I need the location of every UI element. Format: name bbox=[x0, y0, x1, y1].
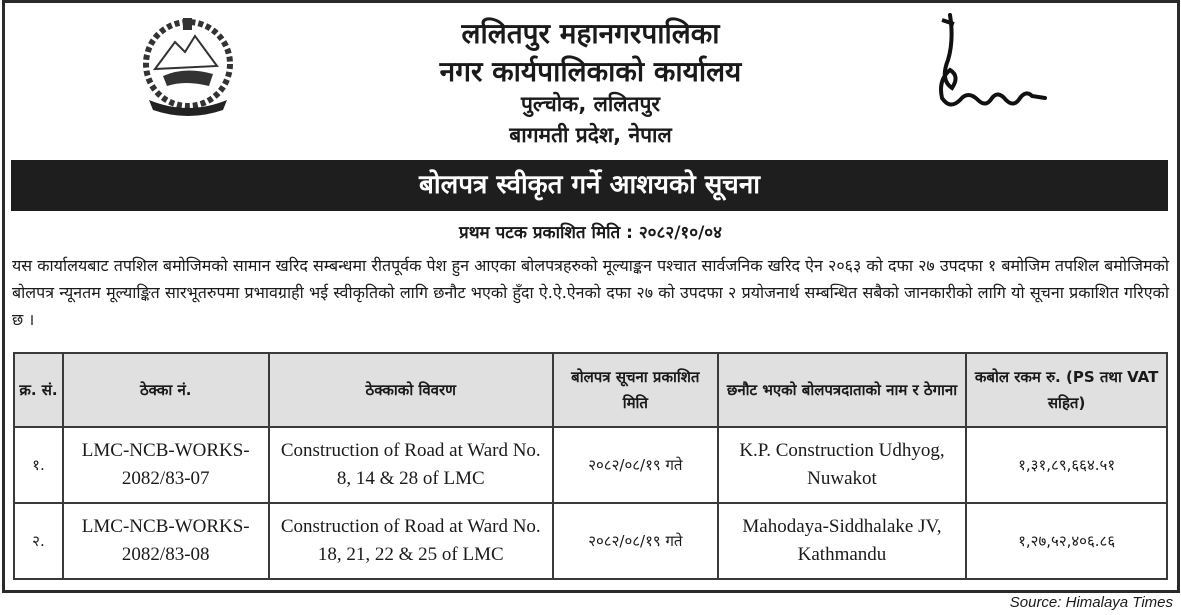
contract-table bbox=[13, 352, 1168, 580]
col-description: ठेक्काको विवरण bbox=[269, 353, 553, 427]
table-row bbox=[14, 503, 1167, 579]
source-credit: Source: Himalaya Times bbox=[1009, 594, 1173, 611]
office-address: पुल्चोक, ललितपुर bbox=[520, 92, 661, 116]
amount-cell: १,२७,५२,४०६.८६ bbox=[966, 503, 1167, 579]
notice-body: यस कार्यालयबाट तपशिल बमोजिमको सामान खरिद सम्बन्धमा रीतपूर्वक पेश हुन आएका बोलपत्रहरुको मूल्याङ्कन पश्चात सार्वजनिक खरिद ऐन २०६३ को दफा २७ उपदफा १ बमोजिम तपशिल बमोजिमको बोलपत्र न्यूनतम मूल्याङ्कित सारभूतरुपमा प्रभावग्राही भई स्वीकृतिको लागि छनौट भएको हुँदा ऐ.ऐ.ऐनको दफा २७ को उपदफा २ प्रयोजनार्थ सम्बन्धित सबैको जानकारीको लागि यो सूचना प्रकाशित गरिएको छ । bbox=[12, 256, 1169, 329]
description-cell: Construction of Road at Ward No. 18, 21, 22 & 25 of LMC bbox=[269, 503, 553, 579]
notice-date-cell: २०८२/०८/१९ गते bbox=[553, 427, 718, 503]
col-bidder: छनौट भएको बोलपत्रदाताको नाम र ठेगाना bbox=[718, 353, 967, 427]
signature-icon bbox=[920, 10, 1055, 120]
serial-cell: २. bbox=[14, 503, 63, 579]
office-name: नगर कार्यपालिकाको कार्यालय bbox=[439, 55, 742, 88]
publish-date: प्रथम पटक प्रकाशित मिति : २०८२/१०/०४ bbox=[459, 223, 722, 243]
municipality-name: ललितपुर महानगरपालिका bbox=[461, 17, 720, 50]
table-row bbox=[14, 427, 1167, 503]
col-notice-date: बोलपत्र सूचना प्रकाशित मिति bbox=[553, 353, 718, 427]
notice-date-cell: २०८२/०८/१९ गते bbox=[553, 503, 718, 579]
serial-cell: १. bbox=[14, 427, 63, 503]
bidder-cell: K.P. Construction Udhyog, Nuwakot bbox=[718, 427, 967, 503]
contract-no-cell: LMC-NCB-WORKS-2082/83-07 bbox=[63, 427, 269, 503]
bidder-cell: Mahodaya-Siddhalake JV, Kathmandu bbox=[718, 503, 967, 579]
province-country: बागमती प्रदेश, नेपाल bbox=[509, 123, 672, 147]
col-serial: क्र. सं. bbox=[14, 353, 63, 427]
notice-title: बोलपत्र स्वीकृत गर्ने आशयको सूचना bbox=[11, 160, 1168, 211]
col-contract-no: ठेक्का नं. bbox=[63, 353, 269, 427]
amount-cell: १,३१,८९,६६४.५१ bbox=[966, 427, 1167, 503]
col-amount: कबोल रकम रु. (PS तथा VAT सहित) bbox=[966, 353, 1167, 427]
table-header-row bbox=[14, 353, 1167, 427]
contract-no-cell: LMC-NCB-WORKS-2082/83-08 bbox=[63, 503, 269, 579]
description-cell: Construction of Road at Ward No. 8, 14 & 28 of LMC bbox=[269, 427, 553, 503]
